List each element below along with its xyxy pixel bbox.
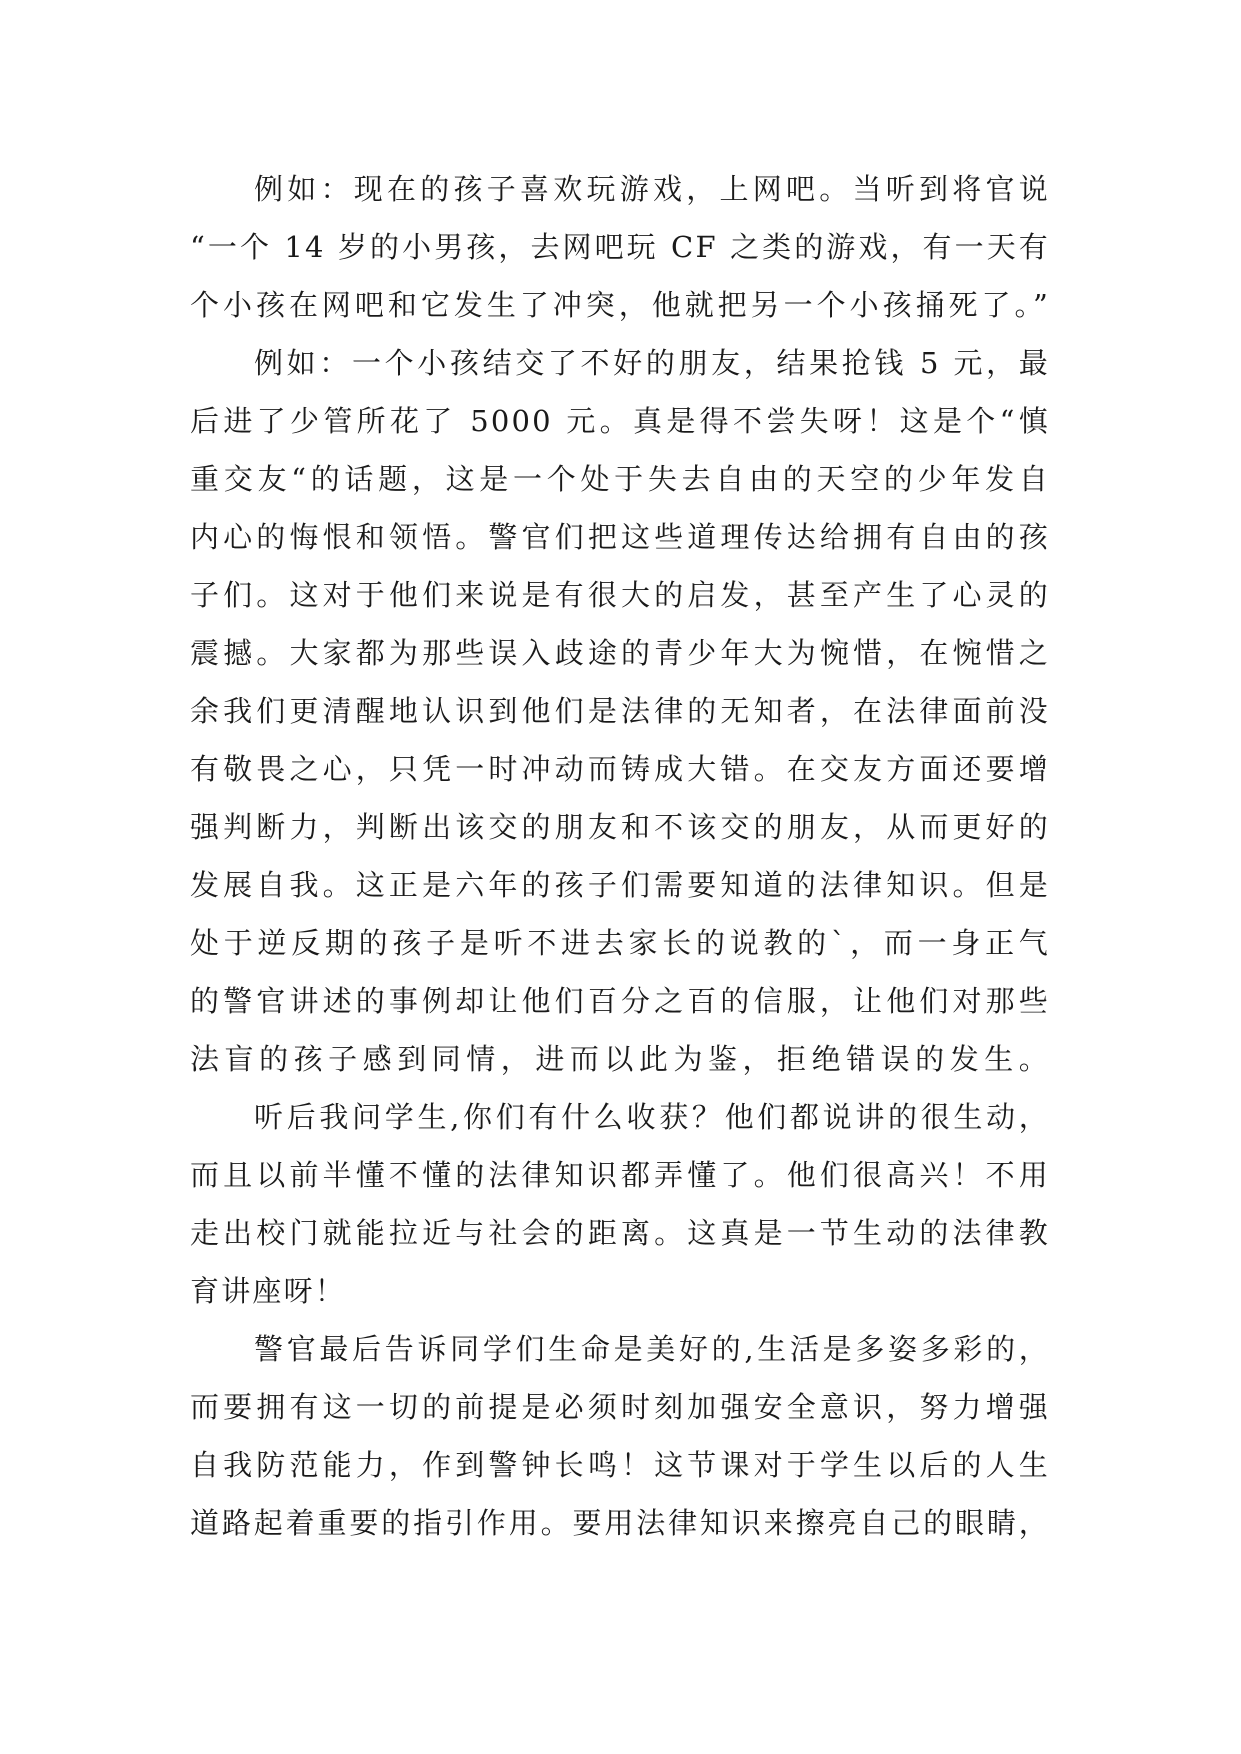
text-line: 而且以前半懂不懂的法律知识都弄懂了。他们很高兴！不用 [190, 1158, 1050, 1192]
text-line: 强判断力，判断出该交的朋友和不该交的朋友，从而更好的 [190, 810, 1050, 844]
text-line: 听后我问学生,你们有什么收获？他们都说讲的很生动， [254, 1100, 1050, 1134]
text-line: 自我防范能力，作到警钟长鸣！这节课对于学生以后的人生 [190, 1448, 1050, 1482]
text-line: 内心的悔恨和领悟。警官们把这些道理传达给拥有自由的孩 [190, 520, 1050, 554]
text-line: “一个 14 岁的小男孩，去网吧玩 CF 之类的游戏，有一天有 [190, 230, 1050, 264]
text-line: 道路起着重要的指引作用。要用法律知识来擦亮自己的眼睛， [190, 1506, 1050, 1540]
text-line: 走出校门就能拉近与社会的距离。这真是一节生动的法律教 [190, 1216, 1050, 1250]
text-line: 个小孩在网吧和它发生了冲突，他就把另一个小孩捅死了。” [190, 288, 1050, 322]
text-line: 而要拥有这一切的前提是必须时刻加强安全意识，努力增强 [190, 1390, 1050, 1424]
text-line: 震撼。大家都为那些误入歧途的青少年大为惋惜，在惋惜之 [190, 636, 1050, 670]
text-line: 子们。这对于他们来说是有很大的启发，甚至产生了心灵的 [190, 578, 1050, 612]
text-line: 有敬畏之心，只凭一时冲动而铸成大错。在交友方面还要增 [190, 752, 1050, 786]
text-line: 发展自我。这正是六年的孩子们需要知道的法律知识。但是 [190, 868, 1050, 902]
text-line: 法盲的孩子感到同情，进而以此为鉴，拒绝错误的发生。 [190, 1042, 1050, 1076]
paragraph-2 [190, 334, 1050, 1088]
text-line: 例如：一个小孩结交了不好的朋友，结果抢钱 5 元，最 [254, 346, 1050, 380]
text-line: 例如：现在的孩子喜欢玩游戏，上网吧。当听到将官说 [254, 172, 1050, 206]
paragraph-1 [190, 160, 1050, 334]
text-line: 余我们更清醒地认识到他们是法律的无知者，在法律面前没 [190, 694, 1050, 728]
text-line: 的警官讲述的事例却让他们百分之百的信服，让他们对那些 [190, 984, 1050, 1018]
text-line: 重交友“的话题，这是一个处于失去自由的天空的少年发自 [190, 462, 1050, 496]
paragraph-4 [190, 1320, 1050, 1552]
document-body [190, 160, 1050, 1552]
text-line: 育讲座呀！ [190, 1274, 347, 1308]
text-line: 处于逆反期的孩子是听不进去家长的说教的`，而一身正气 [190, 926, 1050, 960]
text-line: 警官最后告诉同学们生命是美好的,生活是多姿多彩的， [254, 1332, 1050, 1366]
paragraph-3 [190, 1088, 1050, 1320]
text-line: 后进了少管所花了 5000 元。真是得不尝失呀！这是个“慎 [190, 404, 1050, 438]
